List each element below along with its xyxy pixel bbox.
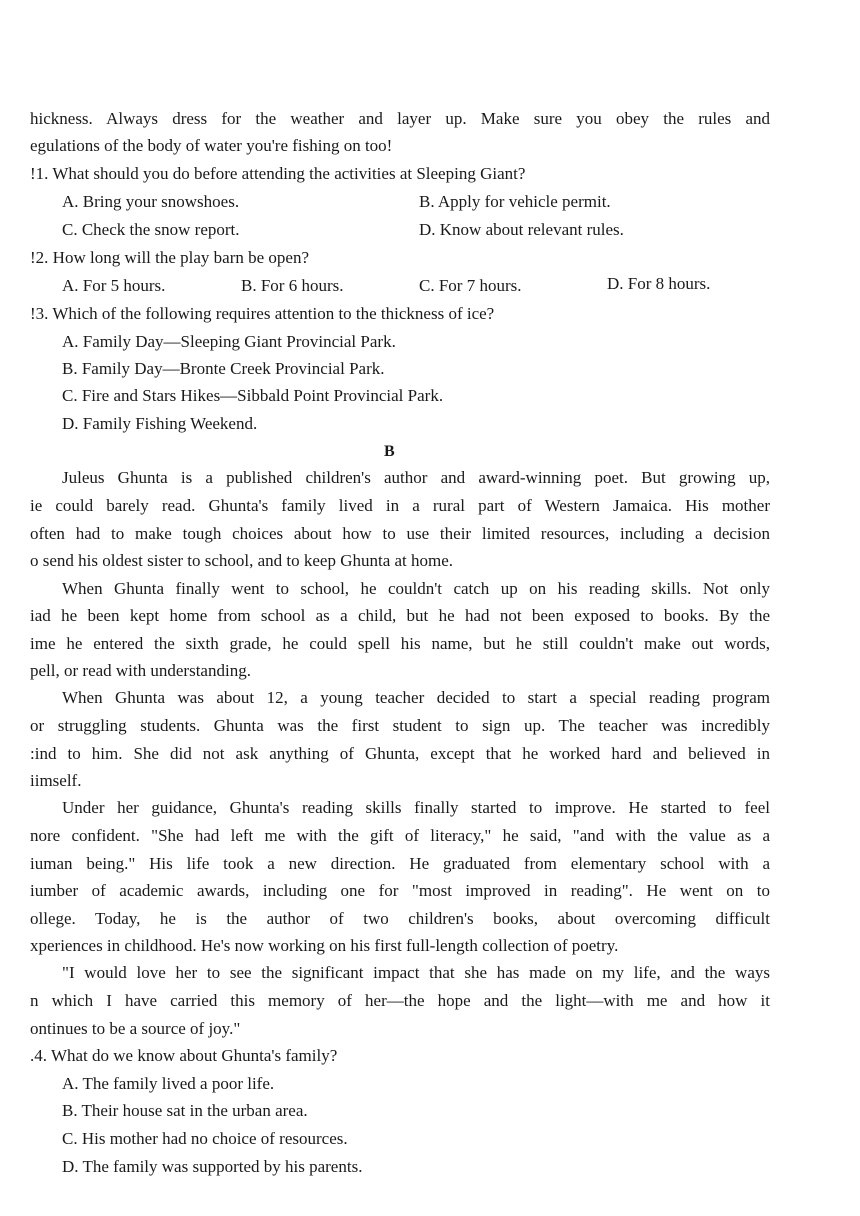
q24-option-b[interactable]: B. Their house sat in the urban area. — [62, 1101, 308, 1120]
q22-option-c[interactable]: C. For 7 hours. — [419, 276, 522, 295]
passage-line: ie could barely read. Ghunta's family lived in a rural part of Western Jamaica. His mother — [30, 496, 770, 515]
passage-line: ontinues to be a source of joy." — [30, 1019, 241, 1038]
q23-option-a[interactable]: A. Family Day—Sleeping Giant Provincial Park. — [62, 332, 396, 351]
question-21-stem: !1. What should you do before attending the activities at Sleeping Giant? — [30, 164, 526, 183]
question-24-stem: .4. What do we know about Ghunta's family? — [30, 1046, 338, 1065]
q24-option-c[interactable]: C. His mother had no choice of resources. — [62, 1129, 348, 1148]
passage-line: iimself. — [30, 771, 82, 790]
question-22-stem: !2. How long will the play barn be open? — [30, 248, 310, 267]
q24-option-a[interactable]: A. The family lived a poor life. — [62, 1074, 275, 1093]
question-23-stem: !3. Which of the following requires attention to the thickness of ice? — [30, 304, 495, 323]
passage-line: When Ghunta was about 12, a young teacher decided to start a special reading program — [62, 688, 770, 707]
q23-option-c[interactable]: C. Fire and Stars Hikes—Sibbald Point Provincial Park. — [62, 386, 444, 405]
passage-line: iad he been kept home from school as a child, but he had not been exposed to books. By the — [30, 606, 770, 625]
q22-option-d[interactable]: D. For 8 hours. — [607, 274, 711, 293]
passage-line: o send his oldest sister to school, and to keep Ghunta at home. — [30, 551, 454, 570]
q21-option-b[interactable]: B. Apply for vehicle permit. — [419, 192, 611, 211]
passage-line: hickness. Always dress for the weather and layer up. Make sure you obey the rules and — [30, 109, 770, 128]
q23-option-b[interactable]: B. Family Day—Bronte Creek Provincial Park. — [62, 359, 385, 378]
passage-line: When Ghunta finally went to school, he couldn't catch up on his reading skills. Not only — [62, 579, 770, 598]
passage-line: xperiences in childhood. He's now working on his first full-length collection of poetry. — [30, 936, 619, 955]
passage-line: iuman being." His life took a new direction. He graduated from elementary school with a — [30, 854, 770, 873]
q22-option-b[interactable]: B. For 6 hours. — [241, 276, 344, 295]
passage-line: pell, or read with understanding. — [30, 661, 251, 680]
passage-line: Juleus Ghunta is a published children's author and award-winning poet. But growing up, — [62, 468, 770, 487]
q22-option-a[interactable]: A. For 5 hours. — [62, 276, 166, 295]
passage-line: or struggling students. Ghunta was the first student to sign up. The teacher was incredibly — [30, 716, 770, 735]
passage-line: n which I have carried this memory of her—the hope and the light—with me and how it — [30, 991, 770, 1010]
q21-option-d[interactable]: D. Know about relevant rules. — [419, 220, 624, 239]
passage-line: :ind to him. She did not ask anything of Ghunta, except that he worked hard and believed in — [30, 744, 770, 763]
passage-line: egulations of the body of water you're fishing on too! — [30, 136, 393, 155]
q21-option-c[interactable]: C. Check the snow report. — [62, 220, 240, 239]
passage-line: ime he entered the sixth grade, he could spell his name, but he still couldn't make out words, — [30, 634, 770, 653]
section-b-heading: B — [384, 443, 395, 460]
q21-option-a[interactable]: A. Bring your snowshoes. — [62, 192, 240, 211]
passage-line: Under her guidance, Ghunta's reading skills finally started to improve. He started to feel — [62, 798, 770, 817]
passage-line: iumber of academic awards, including one for "most improved in reading". He went on to — [30, 881, 770, 900]
q24-option-d[interactable]: D. The family was supported by his parents. — [62, 1157, 363, 1176]
passage-line: ollege. Today, he is the author of two children's books, about overcoming difficult — [30, 909, 770, 928]
passage-line: often had to make tough choices about how to use their limited resources, including a decision — [30, 524, 770, 543]
passage-line: nore confident. "She had left me with the gift of literacy," he said, "and with the value as a — [30, 826, 770, 845]
passage-line: "I would love her to see the significant impact that she has made on my life, and the ways — [62, 963, 770, 982]
q23-option-d[interactable]: D. Family Fishing Weekend. — [62, 414, 258, 433]
